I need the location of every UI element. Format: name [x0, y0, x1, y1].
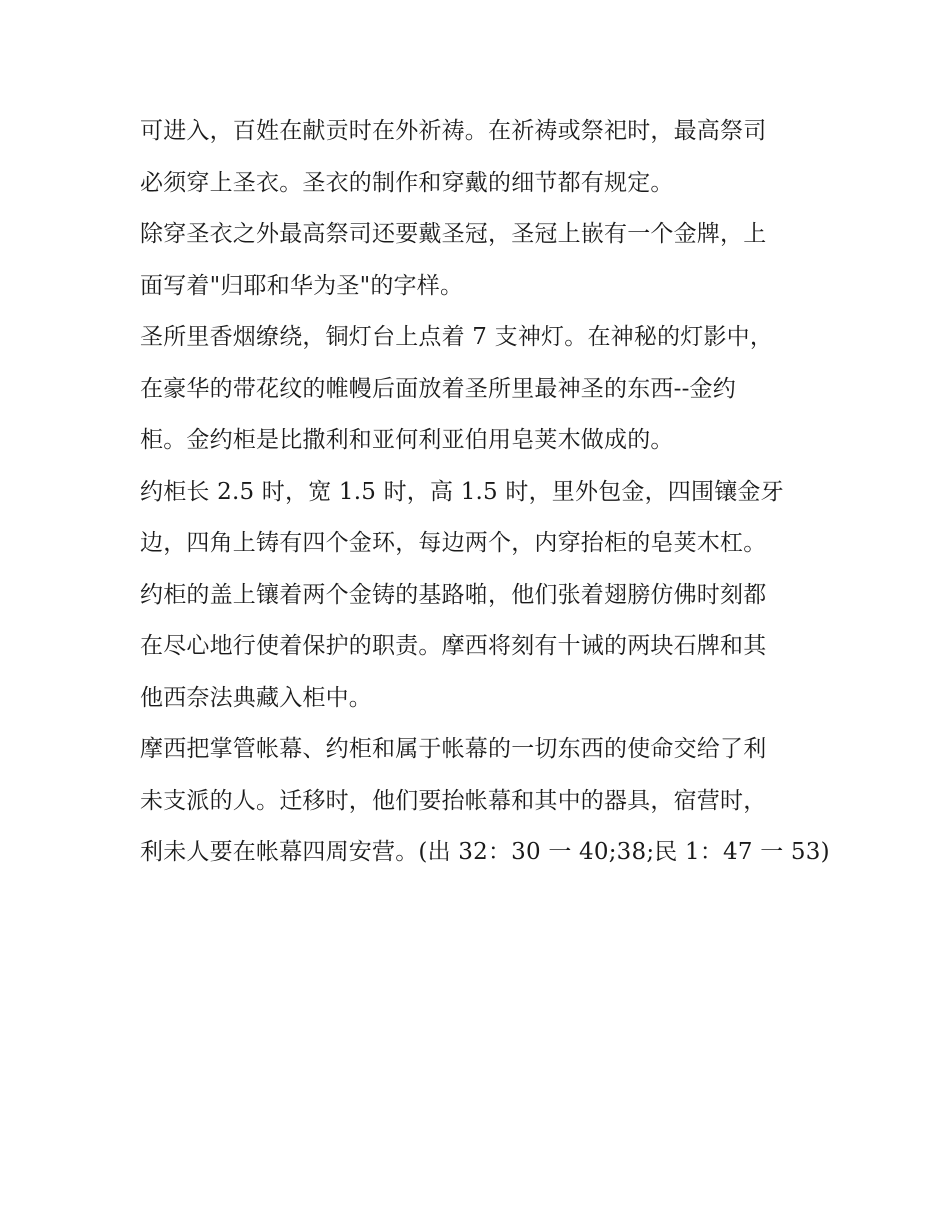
text-line: 他西奈法典藏入柜中。 — [140, 684, 372, 711]
text-line: 摩西把掌管帐幕、约柜和属于帐幕的一切东西的使命交给了利 — [140, 736, 767, 762]
text-line: 约柜长 2.5 时，宽 1.5 时，高 1.5 时，里外包金，四围镶金牙 — [140, 478, 784, 505]
text-line: 可进入，百姓在献贡时在外祈祷。在祈祷或祭祀时，最高祭司 — [140, 118, 767, 144]
text-line: 在豪华的带花纹的帷幔后面放着圣所里最神圣的东西--金约 — [140, 375, 736, 402]
text-line: 未支派的人。迁移时，他们要抬帐幕和其中的器具，宿营时， — [140, 787, 767, 814]
text-line: 除穿圣衣之外最高祭司还要戴圣冠，圣冠上嵌有一个金牌，上 — [140, 221, 767, 247]
text-line: 边，四角上铸有四个金环，每边两个，内穿抬柜的皂荚木杠。 — [140, 530, 767, 556]
body-text — [140, 106, 830, 879]
text-line: 必须穿上圣衣。圣衣的制作和穿戴的细节都有规定。 — [140, 169, 674, 196]
text-line: 利未人要在帐幕四周安营。(出 32：30 一 40;38;民 1：47 一 53) — [140, 839, 830, 865]
text-line: 在尽心地行使着保护的职责。摩西将刻有十诫的两块石牌和其 — [140, 633, 767, 659]
text-line: 柜。金约柜是比撒利和亚何利亚伯用皂荚木做成的。 — [140, 427, 674, 453]
text-line: 约柜的盖上镶着两个金铸的基路啪，他们张着翅膀仿佛时刻都 — [140, 581, 767, 608]
text-line: 圣所里香烟缭绕，铜灯台上点着 7 支神灯。在神秘的灯影中， — [140, 324, 774, 350]
text-line: 面写着"归耶和华为圣"的字样。 — [140, 272, 464, 299]
